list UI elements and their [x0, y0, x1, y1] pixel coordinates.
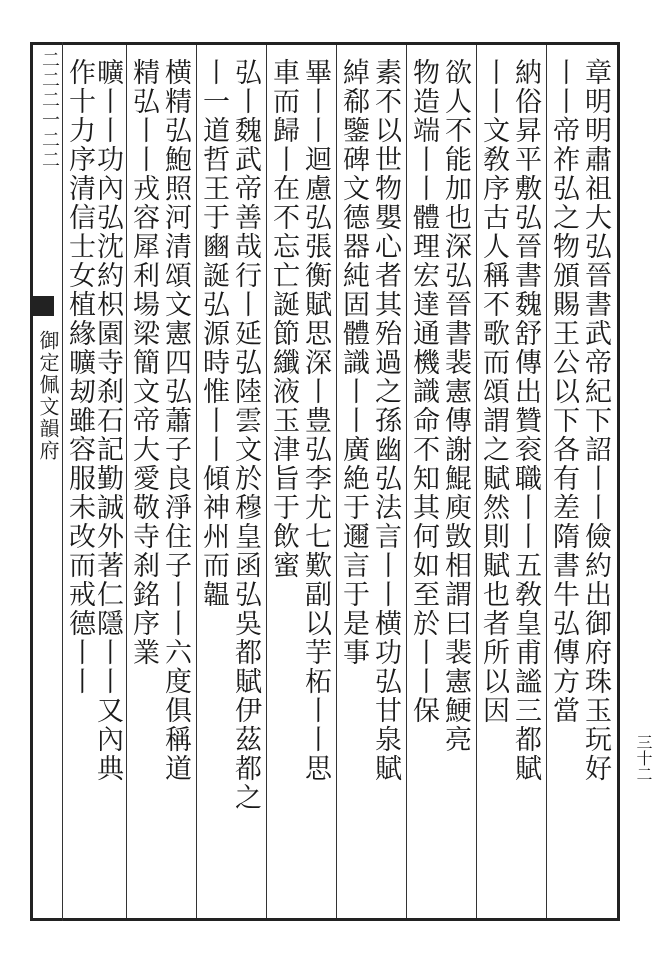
frame-top [30, 42, 620, 45]
top-margin-fragment: 二二二一二二 [39, 50, 60, 170]
text-column-2: 丨丨帝祚弘之物頒賜王公以下各有差隋書牛弘傳方當 [548, 58, 579, 725]
column-divider [336, 45, 337, 918]
column-divider [126, 45, 127, 918]
text-column-7: 素不以世物嬰心者其殆過之孫幽弘法言丨丨横功弘甘泉賦 [370, 58, 401, 783]
text-column-12: 丨一道哲王于豳誕弘源時惟丨丨傾神州而韞 [198, 58, 229, 609]
text-column-10: 車而歸丨在不忘亡誕節纖液玉津旨于飲蜜 [268, 58, 299, 580]
column-divider [476, 45, 477, 918]
column-divider [406, 45, 407, 918]
column-divider [266, 45, 267, 918]
column-divider [196, 45, 197, 918]
frame-right [617, 42, 620, 921]
margin-divider [62, 42, 63, 921]
text-column-3: 納俗昇平敷弘晉書魏舒傳出贊衮職丨丨五敎皇甫謐三都賦 [510, 58, 541, 783]
text-column-4: 丨丨文敎序古人稱不歌而頌謂之賦然則賦也者所以因 [478, 58, 509, 725]
text-column-6: 物造端丨丨體理宏達通機識命不知其何如至於丨丨保 [408, 58, 439, 725]
text-column-5: 欲人不能加也深弘晉書裴憲傳謝鯤庾敳相謂曰裴憲鯁亮 [440, 58, 471, 754]
column-divider [546, 45, 547, 918]
text-column-15: 曠丨丨功內弘沈約枳園寺刹石記勤誠外著仁隱丨丨又內典 [92, 58, 123, 783]
text-column-16: 作十力序清信士女植緣曠刼雖容服未改而戒德丨丨 [64, 58, 95, 696]
text-column-14: 精弘丨丨戎容犀利場梁簡文帝大愛敬寺刹銘序業 [128, 58, 159, 667]
book-title: 御定佩文韻府 [36, 330, 60, 462]
text-column-9: 畢丨丨迴慮弘張衡賦思深丨豊弘李尤七歎副以芋柘丨丨思 [300, 58, 331, 783]
text-column-1: 章明明肅祖大弘晉書武帝紀下詔丨丨儉約出御府珠玉玩好 [580, 58, 611, 783]
fish-tail-mark [32, 296, 54, 316]
page-number: 三十二 [634, 734, 653, 782]
text-column-11: 弘丨魏武帝善哉行丨延弘陸雲文於穆皇函弘吳都賦伊茲都之 [230, 58, 261, 812]
text-column-8: 綽郗鑒碑文德器純固體識丨丨廣絶于邇言于是事 [338, 58, 369, 667]
frame-left [30, 42, 33, 921]
text-column-13: 横精弘鮑照河清頌文憲四弘蕭子良淨住子丨丨六度俱稱道 [160, 58, 191, 783]
frame-bottom [30, 918, 620, 921]
